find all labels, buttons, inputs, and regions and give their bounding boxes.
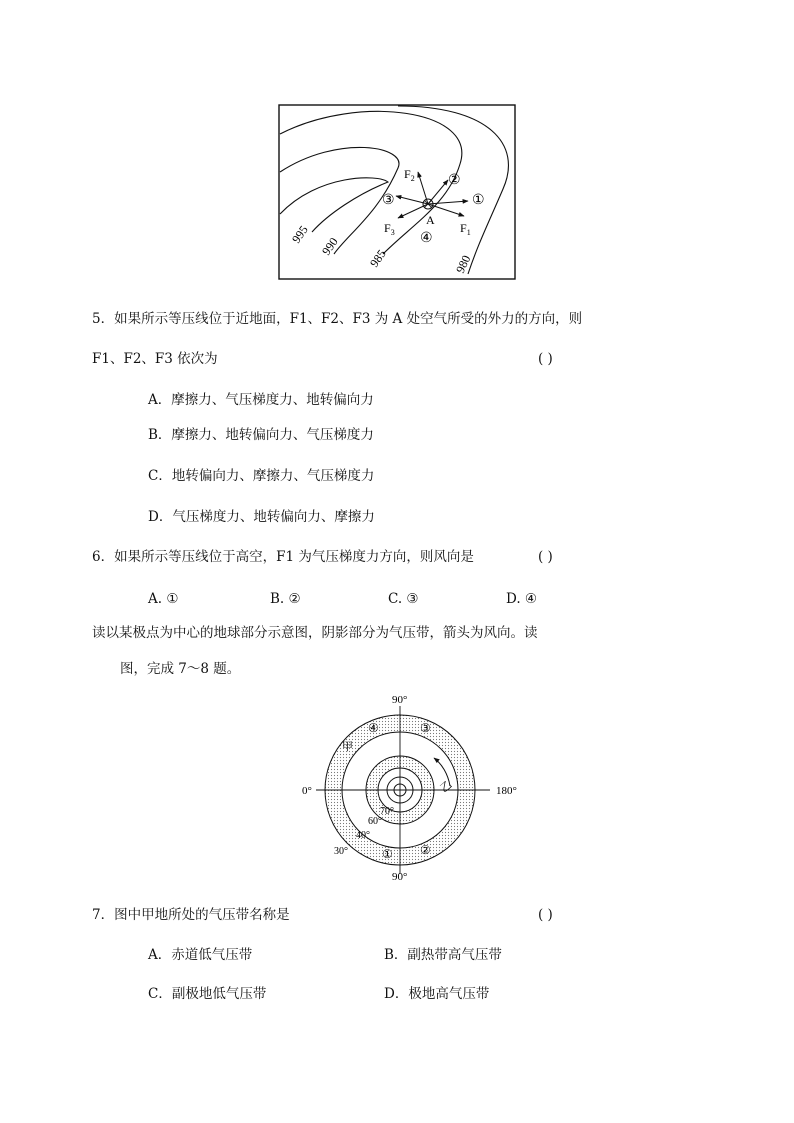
label-lat-30: 30° xyxy=(334,846,348,857)
q5-option-a[interactable]: A．摩擦力、气压梯度力、地转偏向力 xyxy=(148,392,374,408)
label-top-90: 90° xyxy=(392,694,408,706)
label-f3: $F_3$ xyxy=(384,221,395,237)
intro-line1: 读以某极点为中心的地球部分示意图，阴影部分为气压带，箭头为风向。读 xyxy=(92,625,538,641)
label-left-0: 0° xyxy=(302,785,312,797)
q5-answer-paren: ( ) xyxy=(538,351,553,367)
label-f1: $F_1$ xyxy=(460,221,471,237)
q6-stem: 6．如果所示等压线位于高空，F1 为气压梯度力方向，则风向是 xyxy=(92,549,474,565)
label-bottom-90: 90° xyxy=(392,871,408,880)
marker-1: ① xyxy=(472,193,485,208)
q7-option-c[interactable]: C．副极地低气压带 xyxy=(148,986,267,1002)
q6-option-d[interactable]: D. ④ xyxy=(506,591,538,607)
marker-2: ② xyxy=(448,173,461,188)
point-a-label: A xyxy=(426,213,435,227)
isobar-label-985: 985 xyxy=(366,246,389,270)
q7-stem: 7．图中甲地所处的气压带名称是 xyxy=(92,907,290,923)
q6-option-b[interactable]: B. ② xyxy=(270,591,301,607)
q5-stem-line2: F1、F2、F3 依次为 xyxy=(92,351,218,367)
q5-option-c[interactable]: C．地转偏向力、摩擦力、气压梯度力 xyxy=(148,468,375,484)
marker-2-belt: ② xyxy=(420,843,431,857)
polar-pressure-belt-figure xyxy=(300,690,530,880)
isobar-map-figure xyxy=(278,104,518,282)
isobar-label-980: 980 xyxy=(453,253,474,276)
label-jia: 甲 xyxy=(342,741,353,753)
q6-option-a[interactable]: A. ① xyxy=(148,591,179,607)
marker-3: ③ xyxy=(382,193,395,208)
isobar-label-995: 995 xyxy=(288,222,311,246)
q5-stem-line1: 5．如果所示等压线位于近地面，F1、F2、F3 为 A 处空气所受的外力的方向，则 xyxy=(92,311,583,327)
marker-1-belt: ① xyxy=(382,847,393,861)
map-frame xyxy=(279,105,515,279)
q7-option-d[interactable]: D．极地高气压带 xyxy=(384,986,490,1002)
label-right-180: 180° xyxy=(496,785,517,797)
q5-option-b[interactable]: B．摩擦力、地转偏向力、气压梯度力 xyxy=(148,427,374,443)
q7-option-b[interactable]: B．副热带高气压带 xyxy=(384,947,502,963)
q7-answer-paren: ( ) xyxy=(538,907,553,923)
intro-line2: 图，完成 7～8 题。 xyxy=(120,661,241,677)
marker-3-belt: ③ xyxy=(420,721,431,735)
marker-4: ④ xyxy=(420,231,433,246)
q6-option-c[interactable]: C. ③ xyxy=(388,591,419,607)
q7-option-a[interactable]: A．赤道低气压带 xyxy=(148,947,253,963)
q5-option-d[interactable]: D．气压梯度力、地转偏向力、摩擦力 xyxy=(148,509,375,525)
label-lat-70: 70° xyxy=(380,806,394,817)
label-lat-60: 60° xyxy=(368,816,382,827)
label-lat-40: 40° xyxy=(356,830,370,841)
isobar-label-990: 990 xyxy=(318,234,341,258)
label-f2: $F_2$ xyxy=(404,167,415,183)
label-yi: 乙 xyxy=(438,778,455,796)
q6-answer-paren: ( ) xyxy=(538,549,553,565)
marker-4-belt: ④ xyxy=(368,721,379,735)
